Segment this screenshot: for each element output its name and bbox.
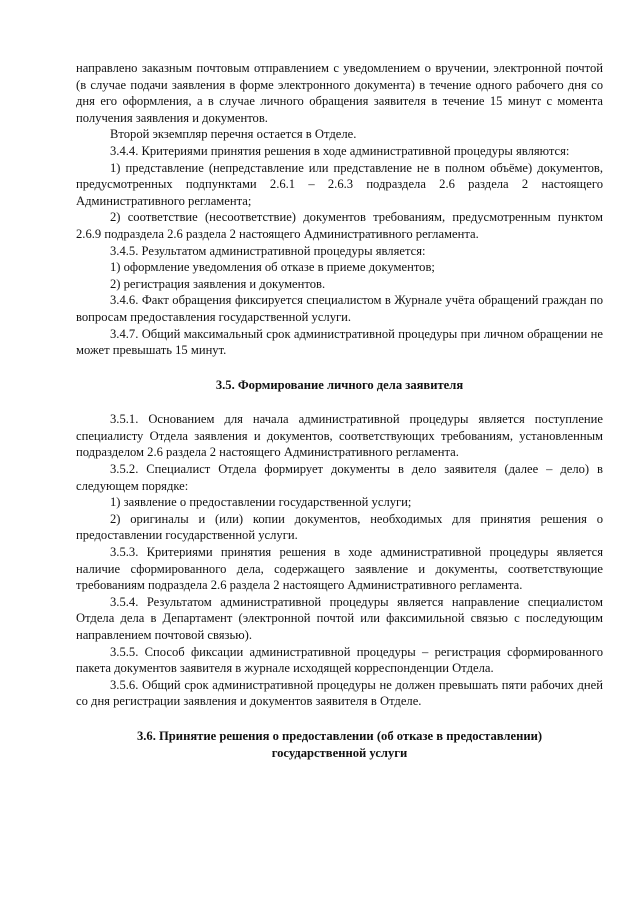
paragraph-3-5-1: 3.5.1. Основанием для начала административной процедуры является поступление специалисту Отдела заявления и документов, соответствующих требованиям, установленным подразделом 2.6 раздела 2 настоящего Административного регламента. — [76, 412, 603, 460]
paragraph-3-5-5: 3.5.5. Способ фиксации административной процедуры – регистрация сформированного пакета документов заявителя в журнале исходящей корреспонденции Отдела. — [76, 644, 603, 676]
paragraph-3-5-6: 3.5.6. Общий срок административной процедуры не должен превышать пяти рабочих дней со дня регистрации заявления и документов заявителя в Отделе. — [76, 677, 603, 709]
section-3-6-heading-line-2: государственной услуги — [271, 745, 408, 760]
paragraph-3-4-5-item-2: 2) регистрация заявления и документов. — [110, 276, 326, 291]
second-copy-paragraph: Второй экземпляр перечня остается в Отделе. — [110, 127, 357, 142]
section-3-6-heading-line-1: 3.6. Принятие решения о предоставлении (об отказе в предоставлении) — [136, 728, 543, 743]
paragraph-3-5-2-item-2: 2) оригиналы и (или) копии документов, необходимых для принятия решения о предоставлении государственной услуги. — [76, 511, 603, 543]
intro-paragraph: направлено заказным почтовым отправлением с уведомлением о вручении, электронной почтой (в случае подачи заявления в форме электронного документа) в течение одного рабочего дня со дня его оформления, а в случае личного обращения заявителя в течение 15 минут с момента получения заявления и документов. — [76, 61, 603, 125]
paragraph-3-4-5-item-1: 1) оформление уведомления об отказе в приеме документов; — [110, 260, 435, 275]
paragraph-3-5-2: 3.5.2. Специалист Отдела формирует документы в дело заявителя (далее – дело) в следующем порядке: — [76, 462, 603, 493]
paragraph-3-4-7: 3.4.7. Общий максимальный срок административной процедуры при личном обращении не может превышать 15 минут. — [76, 326, 603, 358]
paragraph-3-5-2-item-1: 1) заявление о предоставлении государственной услуги; — [110, 495, 412, 510]
paragraph-3-4-4: 3.4.4. Критериями принятия решения в ходе административной процедуры являются: — [110, 143, 570, 158]
paragraph-3-4-4-item-2: 2) соответствие (несоответствие) документов требованиям, предусмотренным пунктом 2.6.9 подраздела 2.6 раздела 2 настоящего Административного регламента. — [76, 210, 603, 241]
paragraph-3-4-5: 3.4.5. Результатом административной процедуры является: — [110, 243, 426, 258]
paragraph-3-5-3: 3.5.3. Критериями принятия решения в ходе административной процедуры является наличие сформированного дела, содержащего заявление и документы, соответствующие требованиям подраздела 2.6 раздела 2 настоящего Административного регламента. — [76, 545, 603, 593]
document-page — [76, 60, 603, 761]
paragraph-3-4-4-item-1: 1) представление (непредставление или представление не в полном объёме) документов, предусмотренных подпунктами 2.6.1 – 2.6.3 подраздела 2.6 раздела 2 настоящего Административного регламента; — [76, 160, 603, 208]
paragraph-3-5-4: 3.5.4. Результатом административной процедуры является направление специалистом Отдела дела в Департамент (электронной почтой или факсимильной связью с последующим направлением почтовой связью). — [76, 594, 603, 642]
section-3-5-heading: 3.5. Формирование личного дела заявителя — [215, 377, 464, 392]
paragraph-3-4-6: 3.4.6. Факт обращения фиксируется специалистом в Журнале учёта обращений граждан по вопросам предоставления государственной услуги. — [76, 293, 603, 324]
